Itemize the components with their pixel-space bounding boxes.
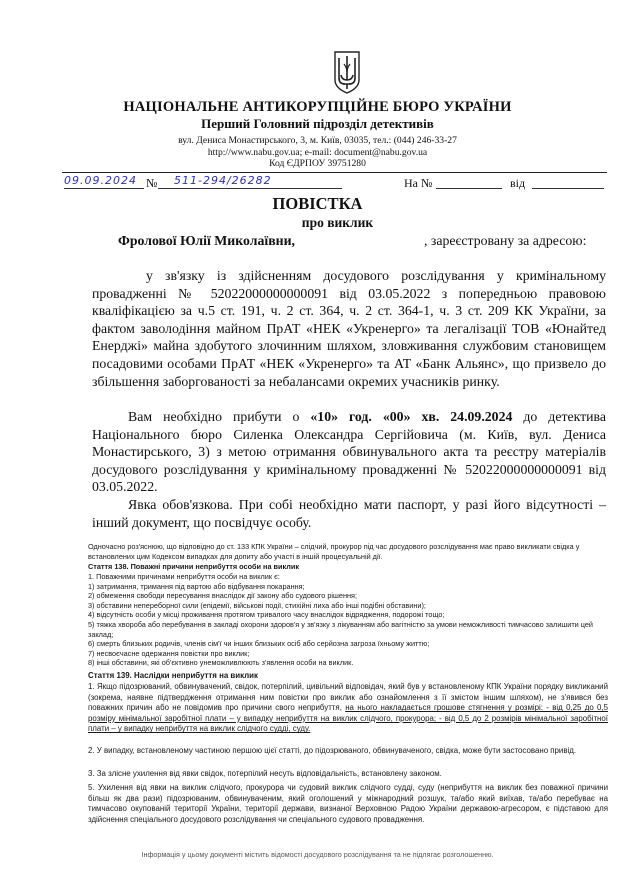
- organization-code: Код ЄДРПОУ 39751280: [269, 158, 366, 169]
- list-item: 1) затримання, тримання під вартою або відбування покарання;: [88, 581, 305, 591]
- article-139-title: Стаття 139. Наслідки неприбуття на виклик: [88, 671, 258, 680]
- appearance-text-pre: Вам необхідно прибути о: [128, 409, 311, 424]
- list-item: 5) тяжка хвороба або перебування в закладі охорони здоров'я у зв'язку з лікуванням або вагітністю за умови неможливості тимчасово залишити цей заклад;: [88, 619, 593, 639]
- article-139-part-5: 5. Ухилення від явки на виклик слідчого, прокурора чи судовий виклик слідчого судді, суду (неприбуття на виклик без поважної причини більш як два рази) підозрюваним, обвинуваченим, який оголошений у міжнародний розшук, та/або який виїхав, та/або перебуває на тимчасово окупованій території України, території держави, визнаної Верховною Радою України державою-агресором, є підставою для здійснення спеціального досудового розслідування чи спеціального судового провадження.: [88, 783, 608, 824]
- incoming-date-line: [532, 188, 604, 189]
- document-title: ПОВІСТКА: [272, 194, 363, 213]
- list-item: 6) смерть близьких родичів, членів сім'ї чи інших близьких осіб або серйозна загроза їхньому життю;: [88, 639, 430, 649]
- list-item: 3) обставини непереборної сили (епідемії, військові події, стихійні лиха або інші подібні обставини);: [88, 600, 426, 610]
- recipient-line: [118, 233, 606, 249]
- legal-intro: Одночасно роз'яснюю, що відповідно до ст. 133 КПК України – слідчий, прокурор під час досудового розслідування має право викликати свідка у встановлених цим Кодексом випадках для допиту або участі в іншій процесуальній дії.: [88, 542, 580, 561]
- article-139-fine-text: на нього накладається грошове стягнення у розмірі: - від 0,25 до 0,5 розміру мінімальної заробітної плати – у випадку неприбуття на виклик слідчого, прокурора; - від 0,5 до 2 розмірів мінімальної заробітної плати – у випадку неприбуття на виклик слідчого судді, суду.: [88, 703, 608, 734]
- list-item: 7) несвоєчасне одержання повістки про виклик;: [88, 648, 250, 658]
- document-subtitle: про виклик: [301, 215, 374, 230]
- list-item: 1. Поважними причинами неприбуття особи на виклик є:: [88, 572, 280, 581]
- recipient-address-text: , зареєстровану за адресою:: [424, 233, 587, 248]
- number-label: №: [146, 176, 158, 190]
- header-divider: [62, 172, 607, 173]
- incoming-date-label: від: [510, 176, 526, 190]
- date-underline: [64, 188, 144, 189]
- number-underline: [158, 188, 342, 189]
- registration-row: [62, 176, 607, 192]
- list-item: 2) обмеження свободи пересування внаслідок дії закону або судового рішення;: [88, 591, 357, 601]
- confidentiality-footer: Інформація у цьому документі містить відомості досудового розслідування та не підлягає розголошенню.: [141, 850, 494, 859]
- incoming-number-label: На №: [404, 176, 433, 190]
- organization-name: НАЦІОНАЛЬНЕ АНТИКОРУПЦІЙНЕ БЮРО УКРАЇНИ: [123, 99, 512, 115]
- article-139-part-1-text: 1. Якщо підозрюваний, обвинувачений, свідок, потерпілий, цивільний відповідач, який був у встановленому КПК України порядку викликаний (зокрема, наявне підтвердження отримання ним повістки про виклик або ознайомлення з її змістом іншим шляхом), не з'явився без поважних причин або не повідомив про причини свого неприбуття,: [88, 682, 608, 713]
- handwritten-number: 511-294/26282: [174, 174, 272, 187]
- article-138-title: Стаття 138. Поважні причини неприбуття особи на виклик: [88, 562, 300, 571]
- case-paragraph: у зв'язку із здійсненням досудового розслідування у кримінальному провадженні № 52022000000000091 від 03.05.2022 з попередньою правовою кваліфікацією за ч.5 ст. 191, ч. 2 ст. 364, ч. 2 ст. 364-1, ч. 3 ст. 209 КК України, за фактом заволодіння майном ПрАТ «НЕК «Укренерго» та легалізації ТОВ «Юнайтед Енерджі» майна здобутого злочинним шляхом, зловживання службовим становищем посадовими особами ПрАТ «НЕК «Укренерго» та АТ «Банк Альянс», що призвело до збільшення заборгованості за небалансами окремих учасників ринку.: [92, 268, 606, 389]
- handwritten-date: 09.09.2024: [64, 174, 137, 187]
- appearance-paragraph: [92, 408, 606, 496]
- article-138-list: [88, 572, 608, 668]
- appearance-text-post: до детектива Національного бюро Силенка Олександра Сергійовича (м. Київ, вул. Дениса Монастирського, 3) з метою отримання обвинувального акта та реєстру матеріалів досудового розслідування у кримінальному провадженні № 52022000000000091 від 03.05.2022.: [92, 409, 606, 495]
- list-item: 4) відсутність особи у місці проживання протягом тривалого часу внаслідок відрядження, подорожі тощо;: [88, 610, 445, 620]
- organization-address: вул. Дениса Монастирського, 3, м. Київ, 03035, тел.: (044) 246-33-27: [178, 135, 457, 146]
- list-item: 8) інші обставини, які об'єктивно унеможливлюють з'явлення особи на виклик.: [88, 658, 354, 668]
- article-139-part-1: [88, 682, 608, 735]
- recipient-name: Фролової Юлії Миколаївни,: [118, 233, 296, 248]
- incoming-number-line: [436, 188, 502, 189]
- mandatory-appearance-paragraph: Явка обов'язкова. При собі необхідно мати паспорт, у разі його відсутності – інший документ, що посвідчує особу.: [92, 497, 606, 530]
- article-139-part-3: 3. За злісне ухилення від явки свідок, потерпілий несуть відповідальність, встановлену законом.: [88, 769, 442, 778]
- organization-contacts: http://www.nabu.gov.ua; e-mail: document@nabu.gov.ua: [207, 147, 428, 158]
- coat-of-arms-icon: [333, 50, 361, 94]
- appearance-time: «10» год. «00» хв. 24.09.2024: [310, 409, 513, 424]
- article-139-part-2: 2. У випадку, встановленому частиною першою цієї статті, до підозрюваного, обвинуваченого, свідка, може бути застосовано привід.: [88, 746, 577, 755]
- department-name: Перший Головний підрозділ детективів: [201, 116, 434, 131]
